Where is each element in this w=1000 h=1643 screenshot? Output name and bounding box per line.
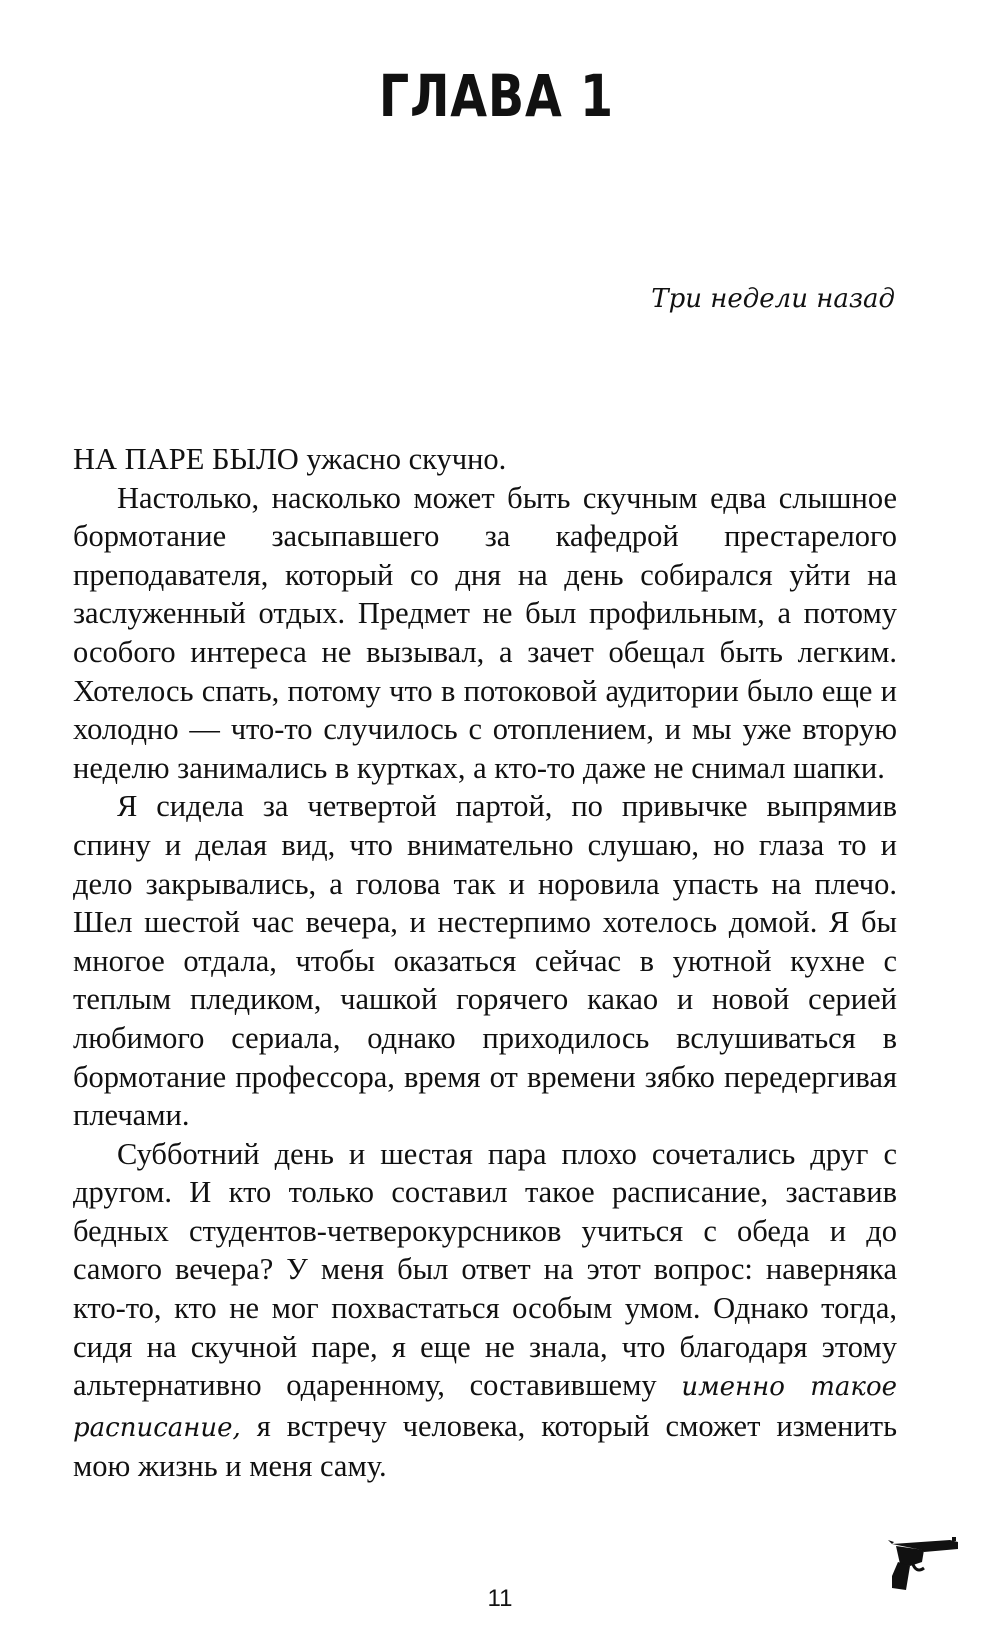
paragraph-1 xyxy=(73,440,897,479)
paragraph-3: Я сидела за четвертой партой, по привычке выпрямив спину и делая вид, что внимательно слушаю, но глаза то и дело закрывались, а голова так и норовила упасть на плечо. Шел шестой час вечера, и нестерпимо хотелось домой. Я бы многое отдала, чтобы оказаться сейчас в уютной кухне с теплым пледиком, чашкой горячего какао и новой серией любимого сериала, однако приходилось вслушиваться в бормотание профессора, время от времени зябко передергивая плечами. xyxy=(73,789,897,1133)
paragraph-4 xyxy=(73,1135,897,1486)
paragraph-lead: НА ПАРЕ БЫЛО xyxy=(73,442,299,476)
paragraph-text: Субботний день и шестая пара плохо сочетались друг с другом. И кто только составил такое расписание, заставив бедных студентов-четверокурсников учиться с обеда и до самого вечера? У меня был ответ на этот вопрос: наверняка кто-то, кто не мог похвастаться особым умом. Однако тогда, сидя на скучной паре, я еще не знала, что благодаря этому альтернативно одаренному, составившему xyxy=(73,1136,897,1403)
body-text xyxy=(73,440,897,1486)
paragraph-2: Настолько, насколько может быть скучным едва слышное бормотание засыпавшего за кафедрой престарелого преподавателя, который со дня на день собирался уйти на заслуженный отдых. Предмет не был профильным, а потому особого интереса не вызывал, а зачет обещал быть легким. Хотелось спать, потому что в потоковой аудитории было еще и холодно — что-то случилось с отоплением, и мы уже вторую неделю занимались в куртках, а кто-то даже не снимал шапки. xyxy=(73,480,897,785)
epigraph: Три недели назад xyxy=(651,284,895,314)
emphasis-text: именно такое расписание, xyxy=(73,1372,897,1443)
revolver-icon xyxy=(888,1536,962,1592)
page-number: 11 xyxy=(487,1585,513,1612)
paragraph-text: ужасно скучно. xyxy=(298,442,507,476)
paragraph-text: я встречу человека, который сможет изменить мою жизнь и меня саму. xyxy=(73,1408,897,1484)
chapter-title: ГЛАВА 1 xyxy=(378,62,614,130)
